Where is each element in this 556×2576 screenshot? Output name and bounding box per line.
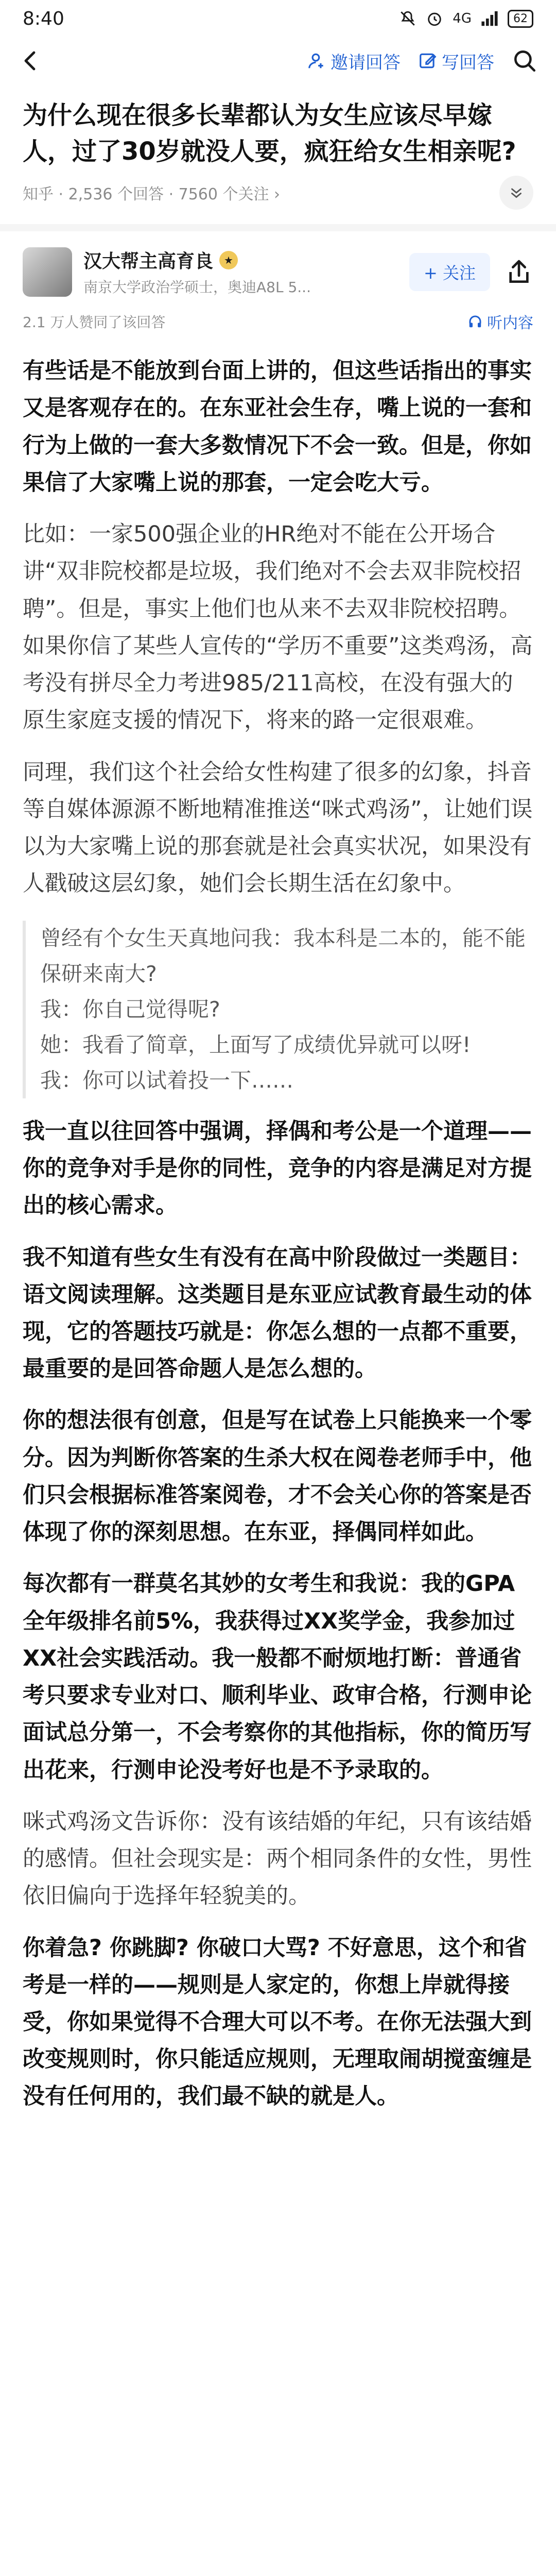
author-row — [0, 231, 556, 297]
answer-paragraph: 咪式鸡汤文告诉你：没有该结婚的年纪，只有该结婚的感情。但社会现实是：两个相同条件的女性，男性依旧偏向于选择年轻貌美的。 — [23, 1808, 532, 1909]
headphones-icon — [467, 314, 483, 329]
edit-icon — [418, 51, 438, 71]
write-answer-button[interactable] — [418, 48, 494, 74]
expand-button[interactable] — [499, 176, 533, 210]
listen-button[interactable] — [467, 310, 533, 333]
write-answer-label: 写回答 — [442, 52, 494, 73]
invite-answer-button[interactable] — [307, 48, 401, 74]
quote-block — [23, 921, 533, 1098]
quote-line: 我：你自己觉得呢? — [40, 997, 220, 1022]
question-meta-row — [23, 176, 533, 210]
mute-icon — [399, 10, 416, 27]
answer-paragraph: 我一直以往回答中强调，择偶和考公是一个道理——你的竞争对手是你的同性，竞争的内容是满足对方提出的核心需求。 — [23, 1118, 532, 1219]
answer-paragraph: 我不知道有些女生有没有在高中阶段做过一类题目：语文阅读理解。这类题目是东亚应试教育最生动的体现，它的答题技巧就是：你怎么想的一点都不重要，最重要的是回答命题人是怎么想的。 — [23, 1244, 532, 1382]
answer-paragraph: 每次都有一群莫名其妙的女考生和我说：我的GPA全年级排名前5%，我获得过XX奖学金，我参加过XX社会实践活动。我一般都不耐烦地打断：普通省考只要求专业对口、顺利毕业、政审合格，行测申论面试总分第一，不会考察你的其他指标，你的简历写出花来，行测申论没考好也是不予录取的。 — [23, 1571, 532, 1783]
chevron-down-icon — [508, 184, 525, 201]
signal-icon — [481, 11, 498, 26]
answer-paragraph: 同理，我们这个社会给女性构建了很多的幻象，抖音等自媒体源源不断地精准推送“咪式鸡汤”，让她们误以为大家嘴上说的那套就是社会真实状况，如果没有人戳破这层幻象，她们会长期生活在幻象中。 — [23, 759, 533, 897]
likes-count: 2.1 万人赞同了该回答 — [23, 314, 166, 331]
search-icon[interactable] — [512, 48, 537, 74]
follow-button[interactable]: + 关注 — [409, 253, 490, 291]
status-time: 8:40 — [23, 8, 64, 29]
quote-line: 曾经有个女生天真地问我：我本科是二本的，能不能保研来南大? — [40, 926, 526, 987]
author-name[interactable]: 汉大帮主高育良 — [83, 251, 214, 273]
author-info — [83, 247, 409, 297]
user-icon — [307, 51, 326, 71]
status-icons — [399, 10, 533, 28]
share-icon[interactable] — [505, 258, 533, 286]
badge-icon: ★ — [219, 251, 238, 269]
answer-paragraph: 有些话是不能放到台面上讲的，但这些话指出的事实又是客观存在的。在东亚社会生存，嘴上说的一套和行为上做的一套大多数情况下不会一致。但是，你如果信了大家嘴上说的那套，一定会吃大亏。 — [23, 358, 532, 496]
section-divider — [0, 224, 556, 231]
answer-paragraph: 比如：一家500强企业的HR绝对不能在公开场合讲“双非院校都是垃圾，我们绝对不会去双非院校招聘”。但是，事实上他们也从来不去双非院校招聘。如果你信了某些人宣传的“学历不重要”这类鸡汤，高考没有拼尽全力考进985/211高校，在没有强大的原生家庭支援的情况下，将来的路一定很艰难。 — [23, 521, 533, 734]
answer-paragraph: 你着急? 你跳脚? 你破口大骂? 不好意思，这个和省考是一样的——规则是人家定的，你想上岸就得接受，你如果觉得不合理大可以不考。在你无法强大到改变规则时，你只能适应规则，无理取闹胡搅蛮缠是没有任何用的，我们最不缺的就是人。 — [23, 1935, 532, 2110]
answer-content — [0, 333, 556, 2115]
status-bar — [0, 0, 556, 37]
question-meta[interactable]: 知乎 · 2,536 个回答 · 7560 个关注 › — [23, 185, 281, 204]
answer-paragraph: 你的想法很有创意，但是写在试卷上只能换来一个零分。因为判断你答案的生杀大权在阅卷老师手中，他们只会根据标准答案阅卷，才不会关心你的答案是否体现了你的深刻思想。在东亚，择偶同样如此。 — [23, 1408, 532, 1546]
back-arrow-icon[interactable] — [19, 48, 43, 73]
alarm-icon — [426, 10, 443, 27]
answer-stats-row — [0, 297, 556, 333]
listen-label: 听内容 — [487, 314, 533, 333]
author-description: 南京大学政治学硕士，奥迪A8L 5... — [83, 279, 311, 296]
signal-label: 4G — [453, 11, 472, 26]
author-name-row — [83, 247, 409, 273]
quote-line: 我：你可以试着投一下…… — [40, 1067, 293, 1093]
invite-answer-label: 邀请回答 — [331, 52, 401, 73]
top-nav — [0, 37, 556, 84]
quote-line: 她：我看了简章，上面写了成绩优异就可以呀! — [40, 1032, 471, 1058]
battery-indicator: 62 — [508, 10, 533, 28]
question-title[interactable]: 为什么现在很多长辈都认为女生应该尽早嫁人，过了30岁就没人要，疯狂给女生相亲呢? — [23, 101, 516, 166]
avatar[interactable] — [23, 247, 72, 297]
